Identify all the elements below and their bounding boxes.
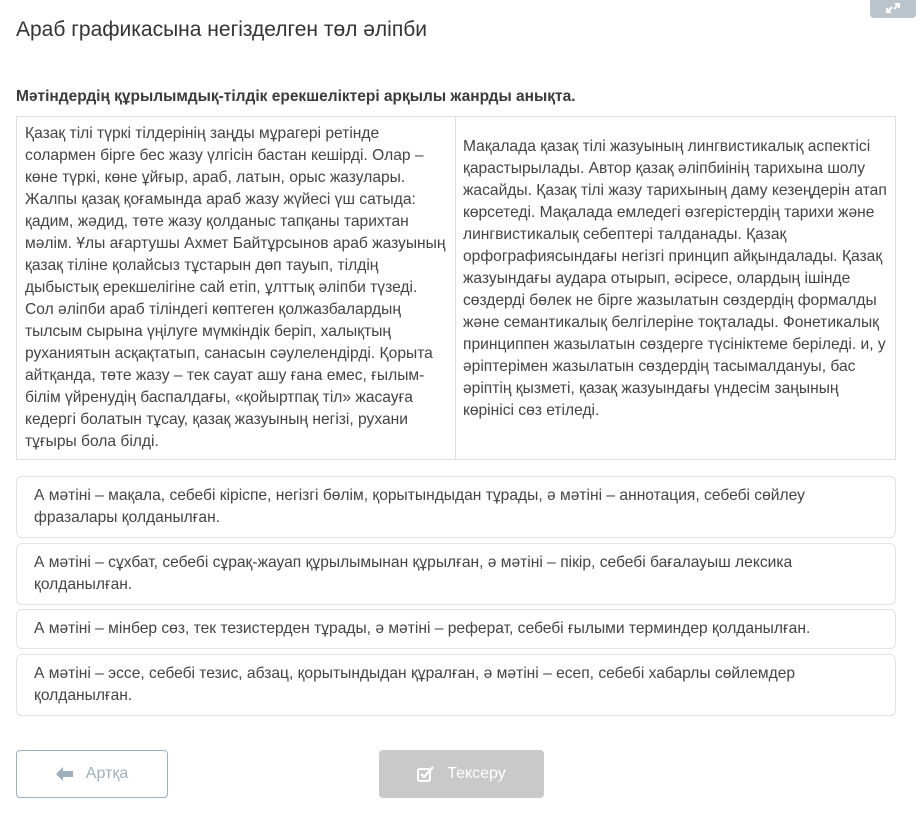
text-a: Қазақ тілі түркі тілдерінің заңды мұрагері ретінде солармен бірге бес жазу үлгісін бастан кешірді. Олар – көне түркі, көне ұйғыр, араб, латын, орыс жазулары. Жалпы қазақ қоғамында араб жазу жүйесі үш сатыда: қадим, жәдид, төте жазу қолданыс тапқаны тарихтан мәлім. Ұлы ағартушы Ахмет Байтұрсынов араб жазуының қазақ тіліне қолайсыз тұстарын дөп тауып, тілдің дыбыстық ерекшелігіне сай етіп, ұлттық әліпби түзеді. Сол әліпби араб тіліндегі көптеген қолжазбалардың тылсым сырына үңілуге мүмкіндік беріп, халықтың руханиятын асқақтатып, санасын сәулелендірді. Қорыта айтқанда, төте жазу – тек сауат ашу ғана емес, ғылым-білім үйренудің баспалдағы, «қойыртпақ тіл» жасауға кедергі болатын тұсау, қазақ жазуының негізі, рухани тұғыры бола білді. (17, 117, 456, 459)
expand-button[interactable] (870, 0, 916, 18)
source-texts-table (16, 116, 896, 460)
text-b: Мақалада қазақ тілі жазуының лингвистикалық аспектісі қарастырылады. Автор қазақ әліпбиінің тарихына шолу жасайды. Қазақ тілі жазу тарихының даму кезеңдерін атап көрсетеді. Мақалада емледегі өзгерістердің тарихи және лингвистикалық себептері талданады. Қазақ орфографиясындағы негізгі принцип айқындалады. Қазақ жазуындағы аудара отырып, әсіресе, олардың ішінде сөздерді бөлек не бірге жазылатын сөздердің формалды және семантикалық белгілеріне тоқталады. Фонетикалық принциппен жазылатын сөздерге түсініктеме беріледі. и, у әріптерімен жазылатын сөздердің тасымалдануы, бас әріптің қызметі, қазақ жазуындағы үндесім заңының көрінісі сөз етіледі. (463, 138, 887, 419)
answer-option-4[interactable]: А мәтіні – эссе, себебі тезис, абзац, қорытындыдан құралған, ә мәтіні – есеп, себебі хабарлы сөйлемдер қолданылған. (16, 654, 896, 716)
answer-option-3[interactable]: А мәтіні – мінбер сөз, тек тезистерден тұрады, ә мәтіні – реферат, себебі ғылыми терминдер қолданылған. (16, 609, 896, 649)
answer-option-2[interactable]: А мәтіні – сұхбат, себебі сұрақ-жауап құрылымынан құрылған, ә мәтіні – пікір, себебі бағалауыш лексика қолданылған. (16, 543, 896, 605)
check-button-label: Тексеру (447, 765, 506, 782)
expand-icon (885, 2, 901, 14)
arrow-left-icon (56, 767, 74, 781)
question-prompt: Мәтіндердің құрылымдық-тілдік ерекшеліктері арқылы жанрды анықта. (16, 88, 576, 105)
back-button-label: Артқа (85, 765, 129, 782)
check-button[interactable] (379, 750, 544, 798)
checkbox-check-icon (417, 766, 435, 782)
answer-option-1[interactable]: А мәтіні – мақала, себебі кіріспе, негізгі бөлім, қорытындыдан тұрады, ә мәтіні – аннотация, себебі сөйлеу фразалары қолданылған. (16, 476, 896, 538)
back-button[interactable] (16, 750, 168, 798)
page-title: Араб графикасына негізделген төл әліпби (16, 18, 427, 41)
